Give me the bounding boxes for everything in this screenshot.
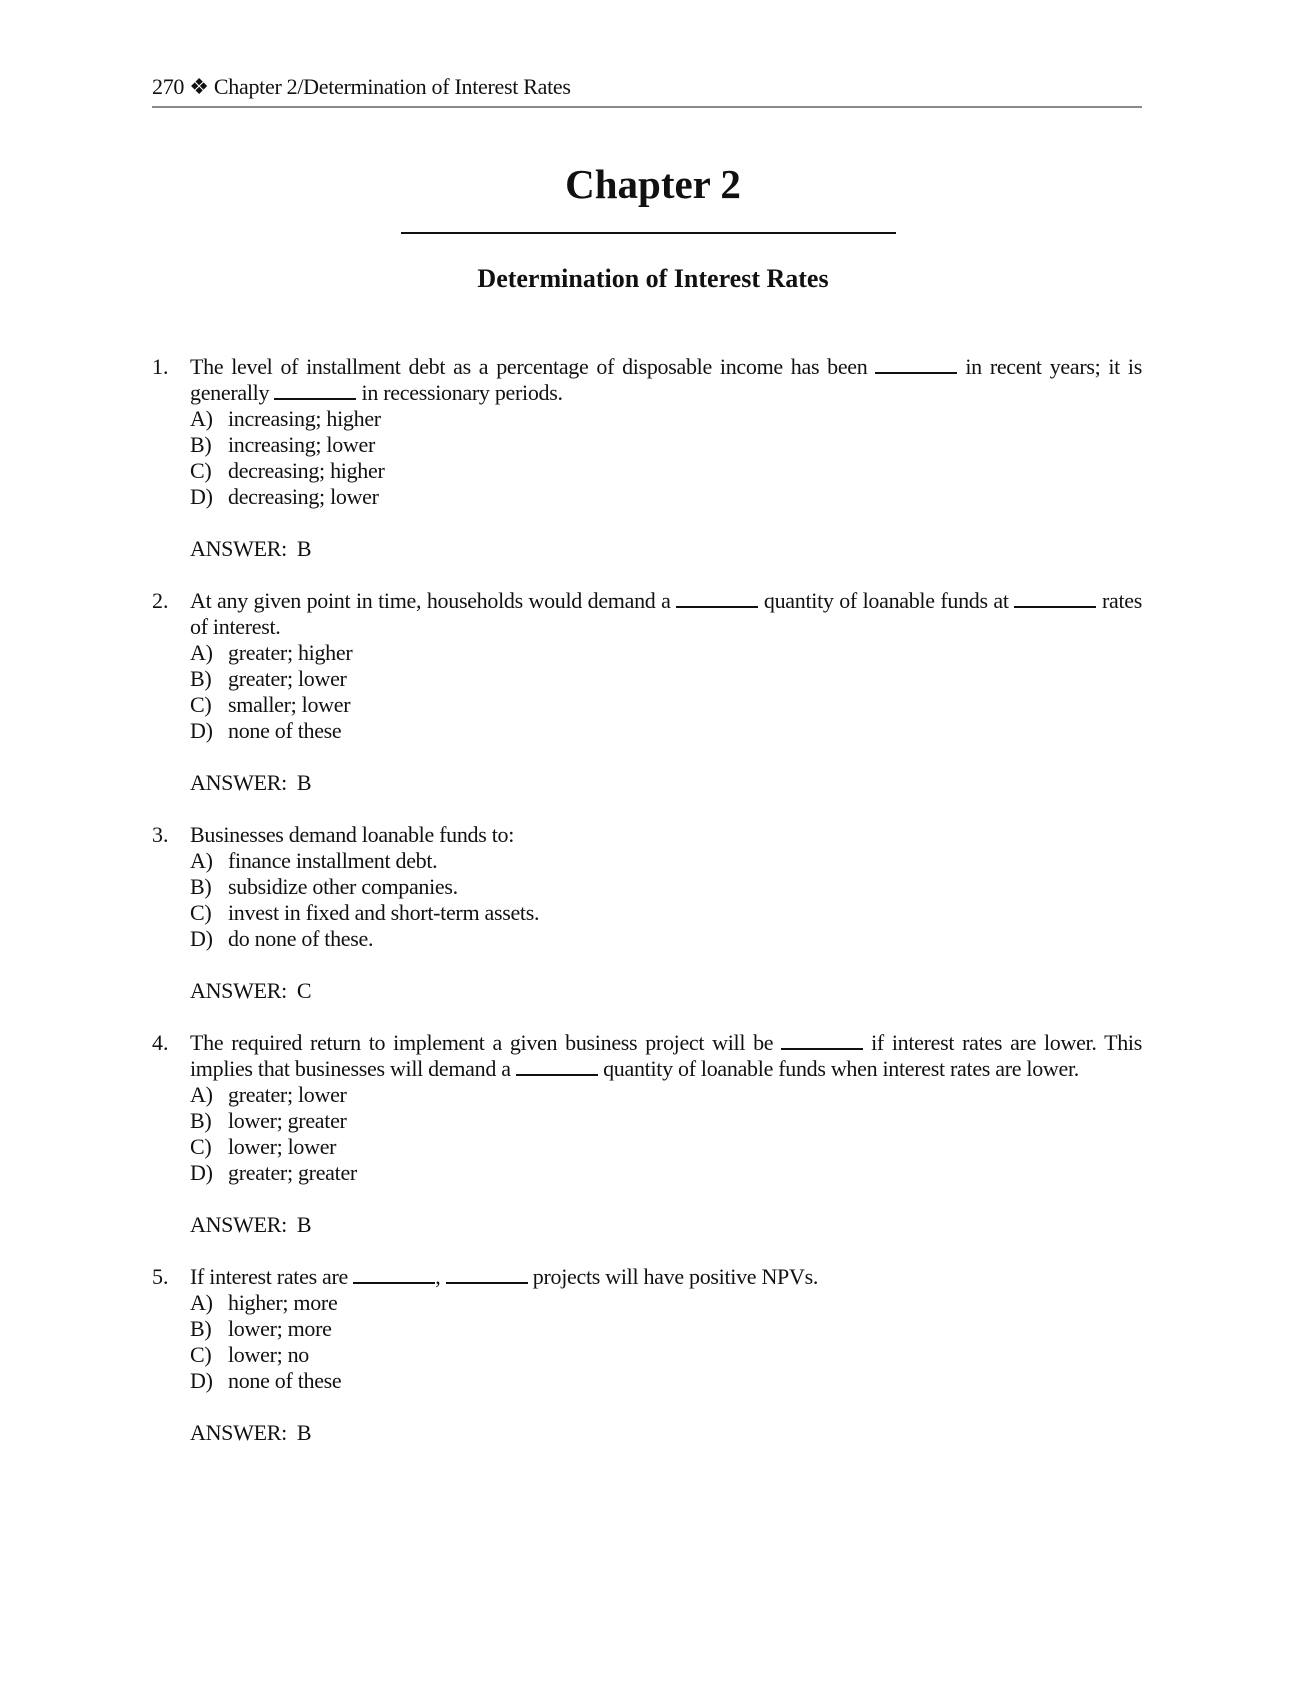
option-c <box>190 692 1142 718</box>
answer-blank <box>353 1266 435 1284</box>
question-3 <box>152 822 1142 1004</box>
option-text: do none of these. <box>228 926 374 951</box>
option-list <box>190 1082 1142 1186</box>
option-letter: D) <box>190 926 213 951</box>
option-letter: D) <box>190 1368 213 1393</box>
option-list <box>190 848 1142 952</box>
option-text: lower; greater <box>228 1108 347 1133</box>
stem-text: If interest rates are <box>190 1264 354 1289</box>
option-letter: B) <box>190 874 212 899</box>
option-list <box>190 640 1142 744</box>
stem-text: projects will have positive NPVs. <box>527 1264 819 1289</box>
chapter-title: Chapter 2 <box>565 161 741 207</box>
option-text: smaller; lower <box>228 692 351 717</box>
option-text: lower; more <box>228 1316 332 1341</box>
answer-label: ANSWER: <box>190 770 287 795</box>
option-letter: A) <box>190 1290 213 1315</box>
option-b <box>190 1108 1142 1134</box>
option-letter: B) <box>190 666 212 691</box>
answer-line <box>190 770 1142 796</box>
question-stem <box>190 588 1142 640</box>
answer-line <box>190 536 1142 562</box>
answer-blank <box>875 356 957 374</box>
option-b <box>190 1316 1142 1342</box>
answer-label: ANSWER: <box>190 1212 287 1237</box>
option-b <box>190 432 1142 458</box>
question-number: 3. <box>152 822 169 847</box>
option-text: decreasing; higher <box>228 458 385 483</box>
option-letter: C) <box>190 458 212 483</box>
stem-text: The required return to implement a given business project will be <box>190 1030 782 1055</box>
question-stem <box>190 1264 1142 1290</box>
option-a <box>190 406 1142 432</box>
option-d <box>190 926 1142 952</box>
option-letter: A) <box>190 848 213 873</box>
answer-value: C <box>296 978 312 1003</box>
answer-blank <box>781 1032 863 1050</box>
option-text: greater; greater <box>228 1160 357 1185</box>
option-text: increasing; higher <box>228 406 381 431</box>
answer-value: B <box>296 770 312 795</box>
answer-line <box>190 1420 1142 1446</box>
option-text: invest in fixed and short-term assets. <box>228 900 540 925</box>
question-number: 1. <box>152 354 169 379</box>
option-c <box>190 1342 1142 1368</box>
option-text: finance installment debt. <box>228 848 438 873</box>
answer-label: ANSWER: <box>190 978 287 1003</box>
question-5 <box>152 1264 1142 1446</box>
option-text: greater; lower <box>228 666 347 691</box>
question-number: 5. <box>152 1264 169 1289</box>
stem-text: in recessionary periods. <box>356 380 563 405</box>
option-c <box>190 1134 1142 1160</box>
answer-value: B <box>296 536 312 561</box>
option-text: decreasing; lower <box>228 484 379 509</box>
option-letter: B) <box>190 432 212 457</box>
answer-blank <box>274 382 356 400</box>
stem-text: rates of interest. <box>190 588 1142 639</box>
option-d <box>190 1160 1142 1186</box>
option-c <box>190 458 1142 484</box>
stem-text: , <box>435 1264 446 1289</box>
option-letter: D) <box>190 718 213 743</box>
answer-label: ANSWER: <box>190 1420 287 1445</box>
option-text: none of these <box>228 1368 342 1393</box>
option-letter: D) <box>190 1160 213 1185</box>
option-letter: C) <box>190 1134 212 1159</box>
option-d <box>190 484 1142 510</box>
answer-label: ANSWER: <box>190 536 287 561</box>
answer-blank <box>676 590 758 608</box>
question-stem <box>190 354 1142 406</box>
option-letter: D) <box>190 484 213 509</box>
option-d <box>190 718 1142 744</box>
option-letter: C) <box>190 900 212 925</box>
question-1 <box>152 354 1142 562</box>
stem-text: At any given point in time, households would demand a <box>190 588 677 613</box>
option-a <box>190 640 1142 666</box>
answer-blank <box>516 1058 598 1076</box>
answer-line <box>190 978 1142 1004</box>
option-letter: A) <box>190 640 213 665</box>
stem-text: if interest rates are lower. This implies that businesses will demand a <box>190 1030 1142 1081</box>
question-stem <box>190 822 1142 848</box>
option-a <box>190 1082 1142 1108</box>
chapter-subtitle: Determination of Interest Rates <box>477 264 829 293</box>
option-d <box>190 1368 1142 1394</box>
question-number: 4. <box>152 1030 169 1055</box>
question-list <box>152 354 1142 1472</box>
option-text: subsidize other companies. <box>228 874 458 899</box>
stem-text: The level of installment debt as a percentage of disposable income has been <box>190 354 876 379</box>
title-rule <box>401 232 896 234</box>
option-text: greater; lower <box>228 1082 347 1107</box>
option-b <box>190 874 1142 900</box>
stem-text: in recent years; it is generally <box>190 354 1142 405</box>
question-2 <box>152 588 1142 796</box>
option-letter: A) <box>190 1082 213 1107</box>
option-text: lower; no <box>228 1342 310 1367</box>
answer-line <box>190 1212 1142 1238</box>
option-a <box>190 848 1142 874</box>
option-list <box>190 406 1142 510</box>
option-letter: B) <box>190 1108 212 1133</box>
answer-value: B <box>296 1420 312 1445</box>
option-list <box>190 1290 1142 1394</box>
option-b <box>190 666 1142 692</box>
answer-value: B <box>296 1212 312 1237</box>
option-letter: B) <box>190 1316 212 1341</box>
running-header: 270 ❖ Chapter 2/Determination of Interest Rates <box>152 74 571 99</box>
question-4 <box>152 1030 1142 1238</box>
option-c <box>190 900 1142 926</box>
stem-text: quantity of loanable funds at <box>758 588 1015 613</box>
option-text: lower; lower <box>228 1134 337 1159</box>
option-text: increasing; lower <box>228 432 376 457</box>
header-rule <box>152 106 1142 108</box>
stem-text: Businesses demand loanable funds to: <box>190 822 515 847</box>
option-letter: C) <box>190 692 212 717</box>
stem-text: quantity of loanable funds when interest rates are lower. <box>597 1056 1079 1081</box>
option-a <box>190 1290 1142 1316</box>
option-text: none of these <box>228 718 342 743</box>
answer-blank <box>1014 590 1096 608</box>
option-text: greater; higher <box>228 640 353 665</box>
option-text: higher; more <box>228 1290 338 1315</box>
answer-blank <box>446 1266 528 1284</box>
option-letter: A) <box>190 406 213 431</box>
question-stem <box>190 1030 1142 1082</box>
question-number: 2. <box>152 588 169 613</box>
option-letter: C) <box>190 1342 212 1367</box>
